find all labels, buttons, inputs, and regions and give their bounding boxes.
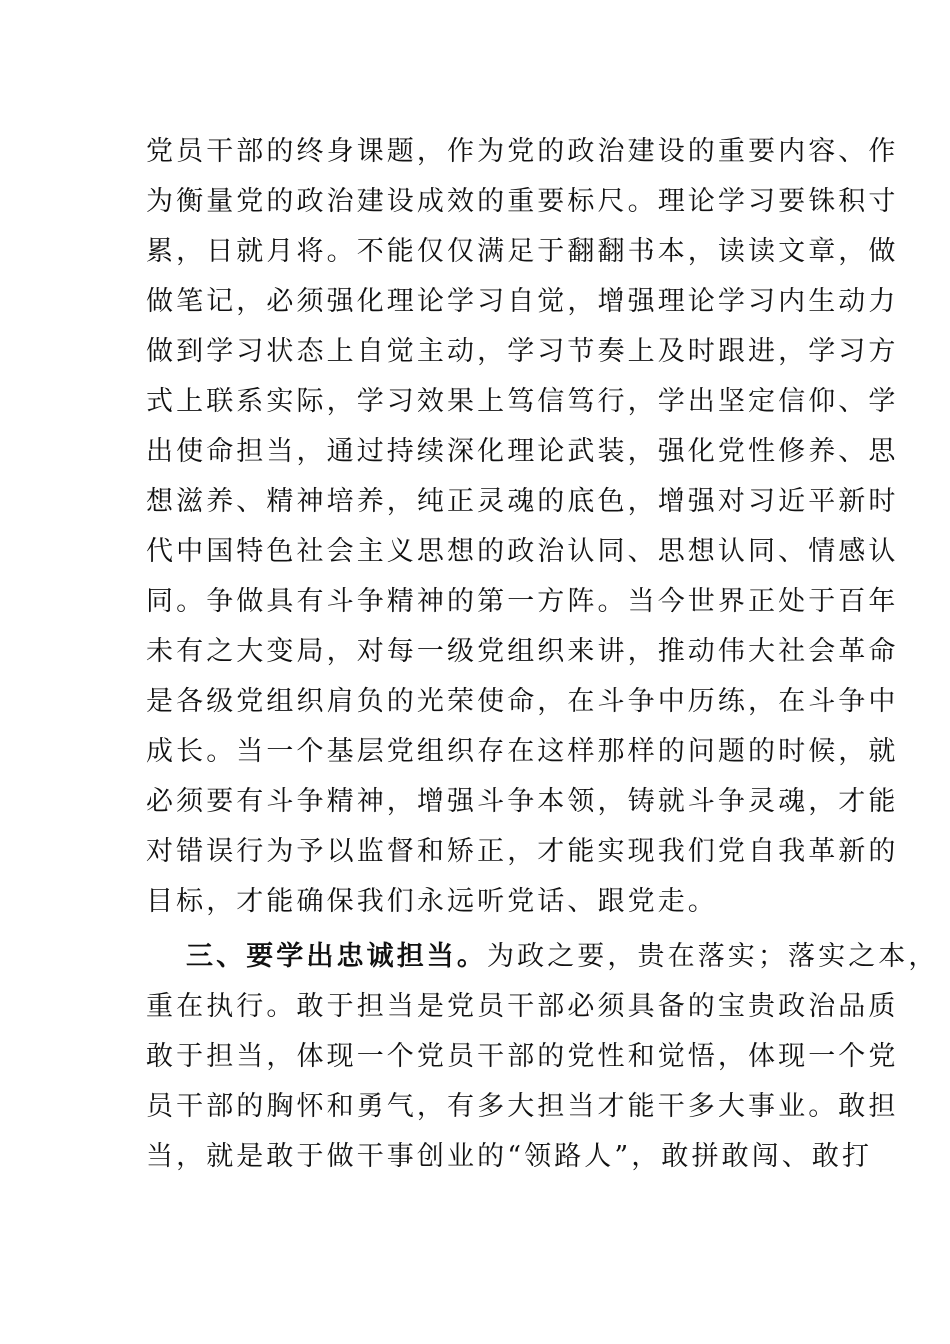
text-line: 做笔记，必须强化理论学习自觉，增强理论学习内生动力 — [146, 286, 899, 317]
text-line: 对错误行为予以监督和矫正，才能实现我们党自我革新的 — [146, 836, 899, 867]
text-line: 敢于担当，体现一个党员干部的党性和觉悟，体现一个党 — [146, 1041, 899, 1072]
text-line: 想滋养、精神培养，纯正灵魂的底色，增强对习近平新时 — [146, 486, 899, 517]
text-line: 累，日就月将。不能仅仅满足于翻翻书本，读读文章，做 — [146, 236, 899, 267]
first-line — [146, 932, 939, 982]
paragraph-loyalty-and-responsibility — [146, 932, 939, 1182]
section-heading: 三、要学出忠诚担当。 — [186, 941, 487, 972]
text-line: 代中国特色社会主义思想的政治认同、思想认同、情感认 — [146, 536, 899, 567]
text-line: 党员干部的终身课题，作为党的政治建设的重要内容、作 — [146, 136, 899, 167]
text-line: 当，就是敢于做干事创业的“领路人”，敢拼敢闯、敢打 — [146, 1141, 873, 1172]
text-line: 做到学习状态上自觉主动，学习节奏上及时跟进，学习方 — [146, 336, 899, 367]
text-line: 员干部的胸怀和勇气，有多大担当才能干多大事业。敢担 — [146, 1091, 899, 1122]
text-line: 必须要有斗争精神，增强斗争本领，铸就斗争灵魂，才能 — [146, 786, 899, 817]
paragraph-study-and-struggle — [146, 127, 899, 927]
text-line: 目标，才能确保我们永远听党话、跟党走。 — [146, 886, 718, 917]
text-line: 成长。当一个基层党组织存在这样那样的问题的时候，就 — [146, 736, 899, 767]
text-line: 是各级党组织肩负的光荣使命，在斗争中历练，在斗争中 — [146, 686, 899, 717]
text-line: 同。争做具有斗争精神的第一方阵。当今世界正处于百年 — [146, 586, 899, 617]
text-line: 未有之大变局，对每一级党组织来讲，推动伟大社会革命 — [146, 636, 899, 667]
first-line-text: 为政之要，贵在落实；落实之本， — [487, 941, 939, 972]
text-line: 式上联系实际，学习效果上笃信笃行，学出坚定信仰、学 — [146, 386, 899, 417]
text-line: 为衡量党的政治建设成效的重要标尺。理论学习要铢积寸 — [146, 186, 899, 217]
text-line: 重在执行。敢于担当是党员干部必须具备的宝贵政治品质 — [146, 991, 899, 1022]
text-line: 出使命担当，通过持续深化理论武装，强化党性修养、思 — [146, 436, 899, 467]
